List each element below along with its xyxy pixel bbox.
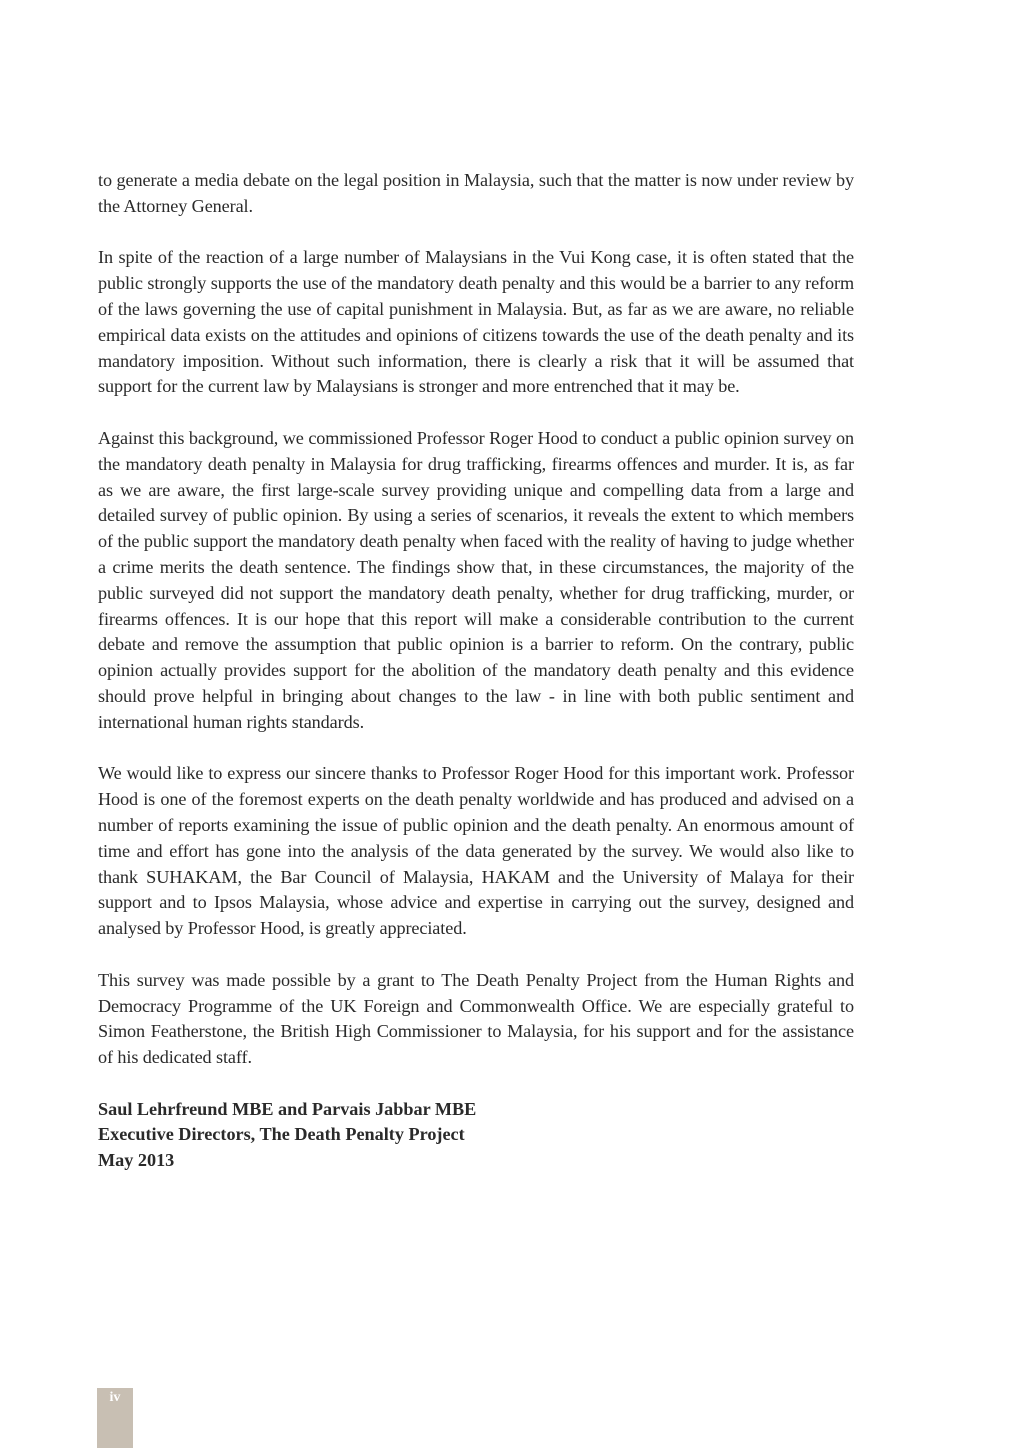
signature-role: Executive Directors, The Death Penalty Project — [98, 1124, 465, 1145]
signature-names: Saul Lehrfreund MBE and Parvais Jabbar MBE — [98, 1098, 477, 1119]
document-body — [98, 168, 854, 1174]
paragraph-acknowledgements: We would like to express our sincere thanks to Professor Roger Hood for this important work. Professor Hood is one of the foremost experts on the death penalty worldwide and has produced and advised on a number of reports examining the issue of public opinion and the death penalty. An enormous amount of time and effort has gone into the analysis of the data generated by the survey. We would also like to thank SUHAKAM, the Bar Council of Malaysia, HAKAM and the University of Malaya for their support and to Ipsos Malaysia, whose advice and expertise in carrying out the survey, designed and analysed by Professor Hood, is greatly appreciated. — [98, 763, 854, 939]
page-number-tab — [97, 1388, 133, 1448]
paragraph-funding: This survey was made possible by a grant to The Death Penalty Project from the Human Rights and Democracy Programme of the UK Foreign and Commonwealth Office. We are especially grateful to Simon Featherstone, the British High Commissioner to Malaysia, for his support and for the assistance of his dedicated staff. — [98, 969, 854, 1068]
paragraph-public-support: In spite of the reaction of a large number of Malaysians in the Vui Kong case, it is often stated that the public strongly supports the use of the mandatory death penalty and this would be a barrier to any reform of the laws governing the use of capital punishment in Malaysia. But, as far as we are aware, no reliable empirical data exists on the attitudes and opinions of citizens towards the use of the death penalty and its mandatory imposition. Without such information, there is clearly a risk that it will be assumed that support for the current law by Malaysians is stronger and more entrenched that it may be. — [98, 247, 854, 397]
paragraph-survey-background: Against this background, we commissioned Professor Roger Hood to conduct a public opinion survey on the mandatory death penalty in Malaysia for drug trafficking, firearms offences and murder. It is, as far as we are aware, the first large-scale survey providing unique and compelling data from a large and detailed survey of public opinion. By using a series of scenarios, it reveals the extent to which members of the public support the mandatory death penalty when faced with the reality of having to judge whether a crime merits the death sentence. The findings show that, in these circumstances, the majority of the public surveyed did not support the mandatory death penalty, whether for drug trafficking, murder, or firearms offences. It is our hope that this report will make a considerable contribution to the current debate and remove the assumption that public opinion is a barrier to reform. On the contrary, public opinion actually provides support for the abolition of the mandatory death penalty and this evidence should prove helpful in bringing about changes to the law - in line with both public sentiment and international human rights standards. — [98, 427, 854, 732]
paragraph-continuation: to generate a media debate on the legal position in Malaysia, such that the matter is now under review by the Attorney General. — [98, 170, 854, 216]
signature-block — [98, 1097, 854, 1174]
page-number: iv — [109, 1390, 121, 1405]
signature-date: May 2013 — [98, 1150, 175, 1171]
